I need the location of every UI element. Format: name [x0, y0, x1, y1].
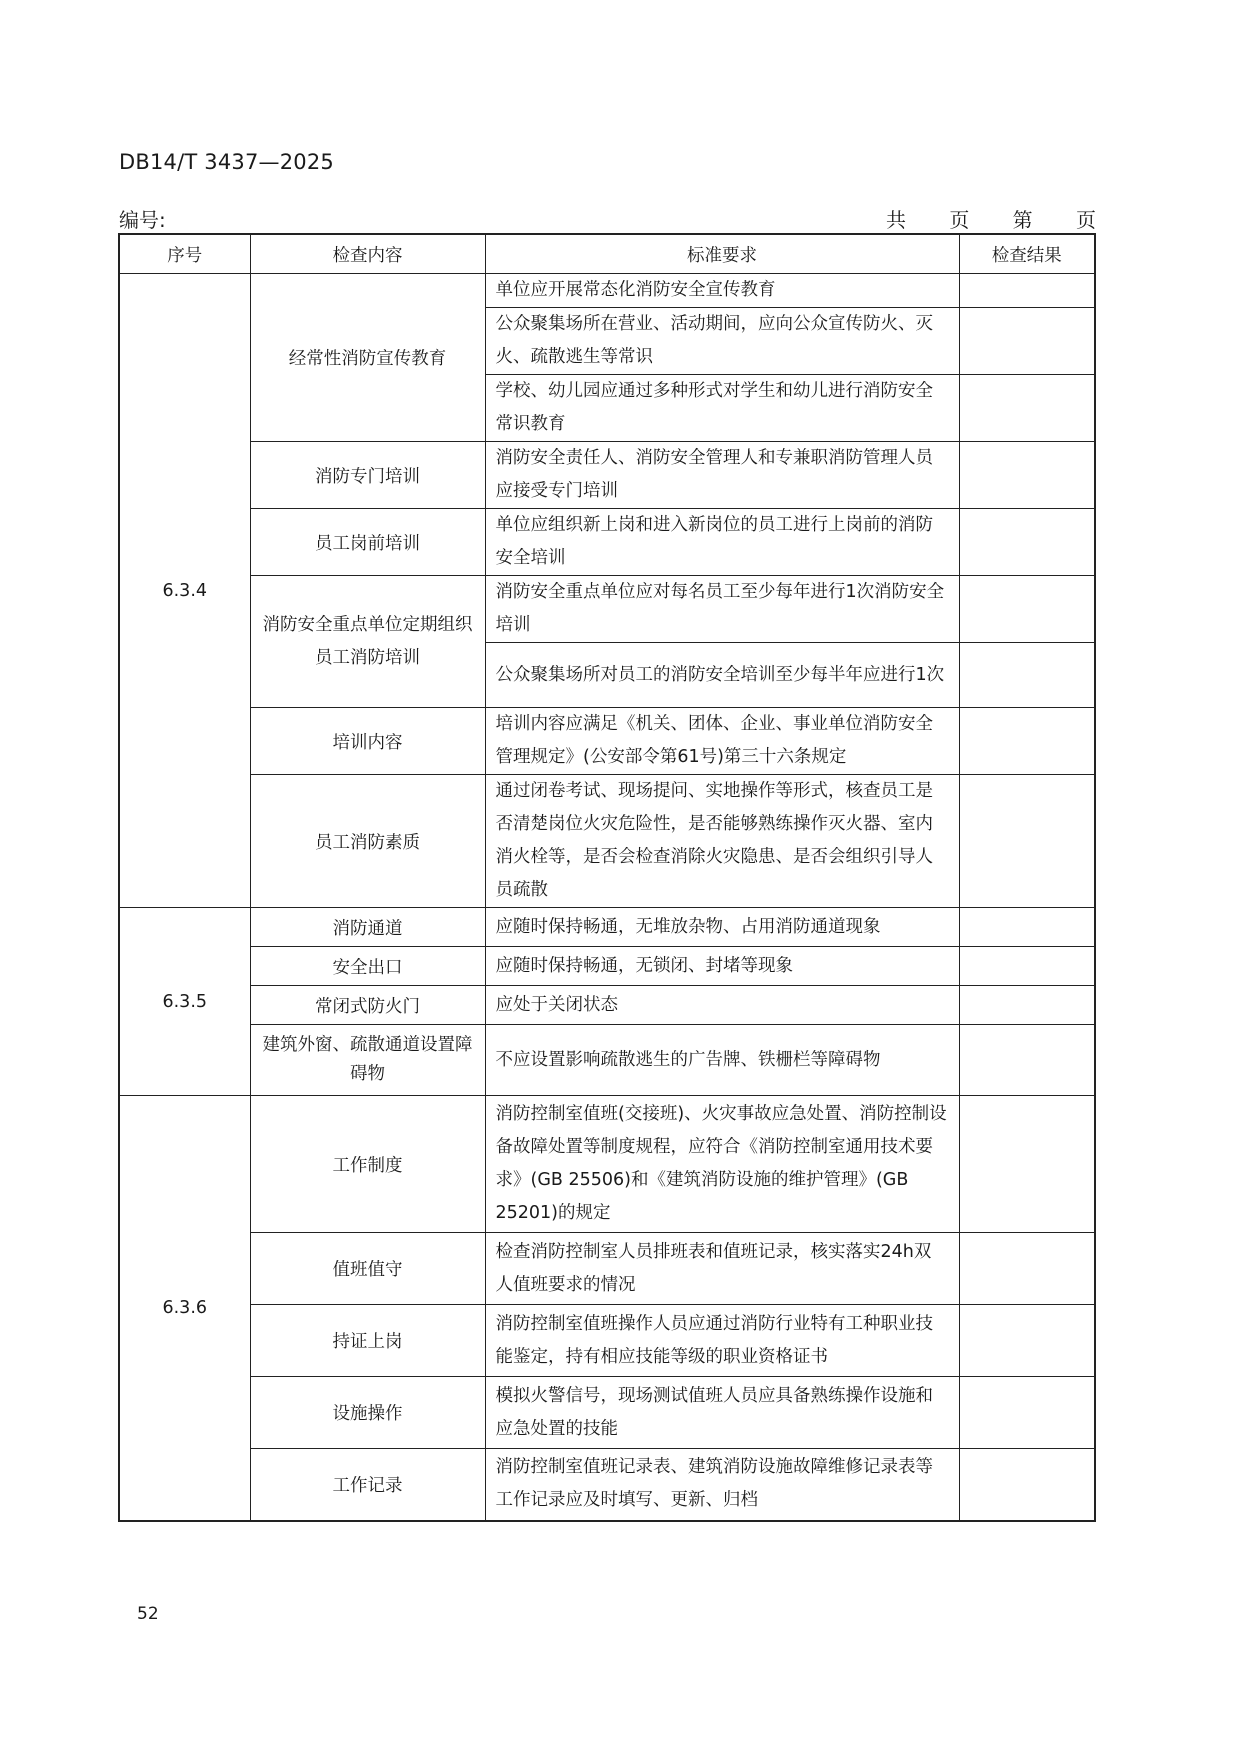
requirement-text: 应处于关闭状态: [485, 986, 959, 1025]
result-cell[interactable]: [959, 274, 1095, 308]
requirement-text: 消防安全重点单位应对每名员工至少每年进行1次消防安全培训: [485, 576, 959, 643]
requirement-text: 公众聚集场所在营业、活动期间，应向公众宣传防火、灭火、疏散逃生等常识: [485, 308, 959, 375]
page-number: 52: [137, 1604, 159, 1624]
requirement-text: 公众聚集场所对员工的消防安全培训至少每半年应进行1次: [485, 643, 959, 708]
result-cell[interactable]: [959, 1096, 1095, 1233]
result-cell[interactable]: [959, 775, 1095, 908]
result-cell[interactable]: [959, 1377, 1095, 1449]
serial-number-label: 编号:: [119, 208, 166, 232]
requirement-text: 消防控制室值班(交接班)、火灾事故应急处置、消防控制设备故障处置等制度规程，应符合《消防控制室通用技术要求》(GB 25506)和《建筑消防设施的维护管理》(GB 25201)的规定: [485, 1096, 959, 1233]
requirement-text: 通过闭卷考试、现场提问、实地操作等形式，核查员工是否清楚岗位火灾危险性，是否能够熟练操作灭火器、室内消火栓等，是否会检查消除火灾隐患、是否会组织引导人员疏散: [485, 775, 959, 908]
check-item: 培训内容: [250, 708, 485, 775]
column-header-requirement: 标准要求: [485, 234, 959, 274]
requirement-text: 单位应开展常态化消防安全宣传教育: [485, 274, 959, 308]
table-row: [119, 1449, 1095, 1521]
table-row: [119, 775, 1095, 908]
page-count-label: [886, 204, 1096, 233]
check-item: 消防安全重点单位定期组织员工消防培训: [250, 576, 485, 708]
check-item: 常闭式防火门: [250, 986, 485, 1025]
check-item: 设施操作: [250, 1377, 485, 1449]
table-row: [119, 274, 1095, 308]
requirement-text: 应随时保持畅通，无锁闭、封堵等现象: [485, 947, 959, 986]
requirement-text: 消防安全责任人、消防安全管理人和专兼职消防管理人员应接受专门培训: [485, 442, 959, 509]
pager-total-prefix: 共: [886, 208, 906, 232]
requirement-text: 学校、幼儿园应通过多种形式对学生和幼儿进行消防安全常识教育: [485, 375, 959, 442]
pager-current-prefix: 第: [1012, 208, 1033, 232]
table-row: [119, 986, 1095, 1025]
check-item: 员工消防素质: [250, 775, 485, 908]
check-item: 安全出口: [250, 947, 485, 986]
pager-current-suffix: 页: [1075, 208, 1096, 232]
requirement-text: 模拟火警信号，现场测试值班人员应具备熟练操作设施和应急处置的技能: [485, 1377, 959, 1449]
result-cell[interactable]: [959, 1305, 1095, 1377]
check-item: 员工岗前培训: [250, 509, 485, 576]
check-item: 经常性消防宣传教育: [250, 274, 485, 442]
requirement-text: 应随时保持畅通，无堆放杂物、占用消防通道现象: [485, 908, 959, 947]
table-row: [119, 1025, 1095, 1096]
result-cell[interactable]: [959, 1025, 1095, 1096]
table-row: [119, 509, 1095, 576]
table-row: [119, 1096, 1095, 1233]
result-cell[interactable]: [959, 908, 1095, 947]
column-header-result: 检查结果: [959, 234, 1095, 274]
check-item: 工作制度: [250, 1096, 485, 1233]
table-row: [119, 576, 1095, 643]
result-cell[interactable]: [959, 1233, 1095, 1305]
table-row: [119, 908, 1095, 947]
result-cell[interactable]: [959, 708, 1095, 775]
check-item: 工作记录: [250, 1449, 485, 1521]
requirement-text: 检查消防控制室人员排班表和值班记录，核实落实24h双人值班要求的情况: [485, 1233, 959, 1305]
requirement-text: 单位应组织新上岗和进入新岗位的员工进行上岗前的消防安全培训: [485, 509, 959, 576]
inspection-table: [118, 233, 1096, 1522]
check-item: 持证上岗: [250, 1305, 485, 1377]
table-row: [119, 1233, 1095, 1305]
table-row: [119, 442, 1095, 509]
result-cell[interactable]: [959, 442, 1095, 509]
result-cell[interactable]: [959, 509, 1095, 576]
result-cell[interactable]: [959, 986, 1095, 1025]
section-seq: 6.3.6: [119, 1096, 250, 1521]
check-item: 消防通道: [250, 908, 485, 947]
table-row: [119, 708, 1095, 775]
table-header-row: [119, 234, 1095, 274]
table-row: [119, 947, 1095, 986]
check-item: 建筑外窗、疏散通道设置障碍物: [250, 1025, 485, 1096]
table-row: [119, 1305, 1095, 1377]
column-header-seq: 序号: [119, 234, 250, 274]
requirement-text: 不应设置影响疏散逃生的广告牌、铁栅栏等障碍物: [485, 1025, 959, 1096]
section-seq: 6.3.4: [119, 274, 250, 908]
result-cell[interactable]: [959, 375, 1095, 442]
section-seq: 6.3.5: [119, 908, 250, 1096]
column-header-content: 检查内容: [250, 234, 485, 274]
document-code: DB14/T 3437—2025: [119, 150, 334, 174]
requirement-text: 消防控制室值班记录表、建筑消防设施故障维修记录表等工作记录应及时填写、更新、归档: [485, 1449, 959, 1521]
result-cell[interactable]: [959, 1449, 1095, 1521]
pager-total-suffix: 页: [949, 208, 970, 232]
check-item: 消防专门培训: [250, 442, 485, 509]
requirement-text: 培训内容应满足《机关、团体、企业、事业单位消防安全管理规定》(公安部令第61号)第三十六条规定: [485, 708, 959, 775]
result-cell[interactable]: [959, 947, 1095, 986]
table-row: [119, 1377, 1095, 1449]
result-cell[interactable]: [959, 576, 1095, 643]
result-cell[interactable]: [959, 643, 1095, 708]
result-cell[interactable]: [959, 308, 1095, 375]
check-item: 值班值守: [250, 1233, 485, 1305]
requirement-text: 消防控制室值班操作人员应通过消防行业特有工种职业技能鉴定，持有相应技能等级的职业资格证书: [485, 1305, 959, 1377]
